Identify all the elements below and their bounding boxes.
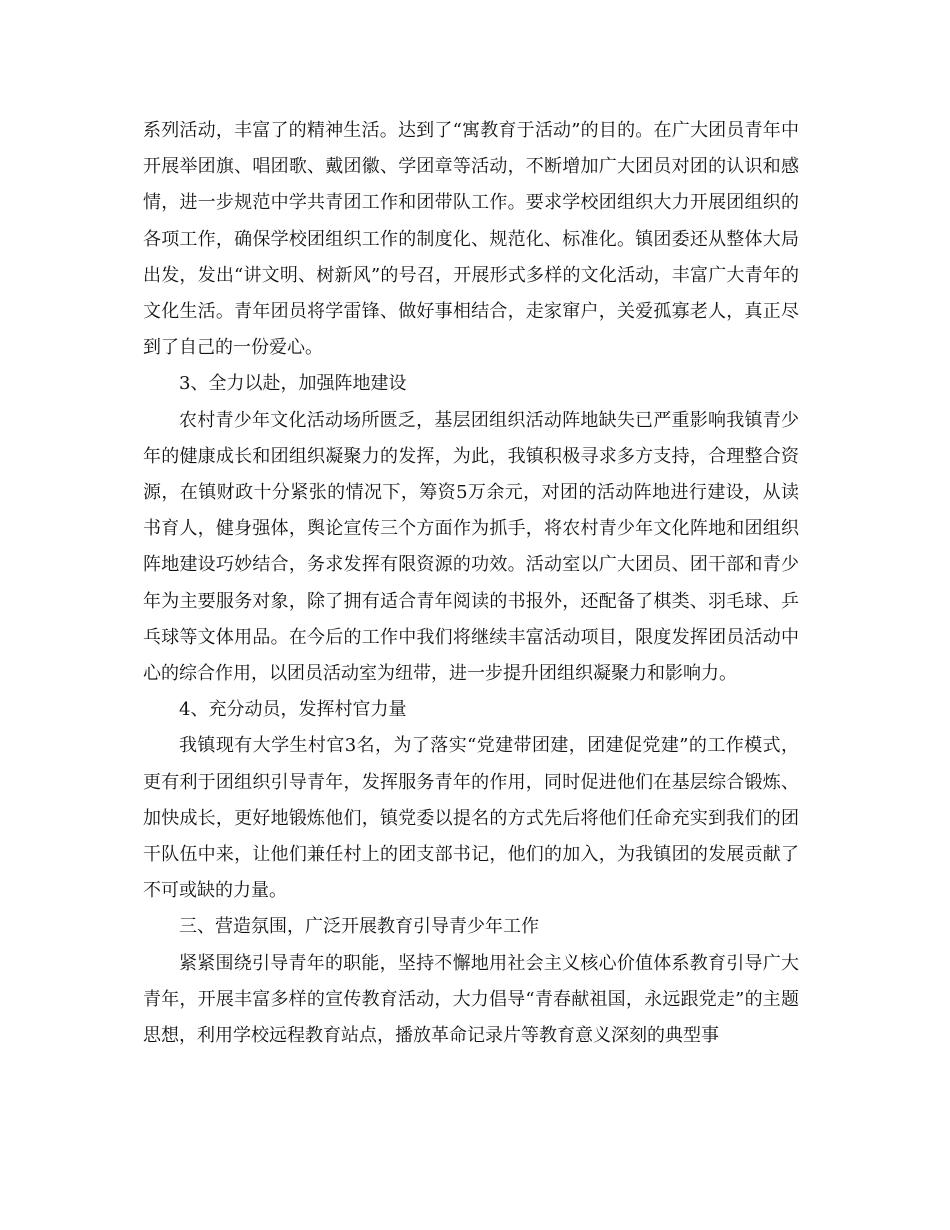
body-paragraph: 紧紧围绕引导青年的职能，坚持不懈地用社会主义核心价值体系教育引导广大青年，开展丰富多样的宣传教育活动，大力倡导“青春献祖国，永远跟党走”的主题思想，利用学校远程教育站点，播放革命记录片等教育意义深刻的典型事 bbox=[143, 952, 799, 1047]
section-heading: 三、营造氛围，广泛开展教育引导青少年工作 bbox=[179, 916, 539, 938]
section-heading: 3、全力以赴，加强阵地建设 bbox=[179, 373, 407, 395]
body-paragraph: 我镇现有大学生村官3名，为了落实“党建带团建，团建促党建”的工作模式，更有利于团组织引导青年，发挥服务青年的作用，同时促进他们在基层综合锻炼、加快成长，更好地锻炼他们，镇党委以提名的方式先后将他们任命充实到我们的团干队伍中来，让他们兼任村上的团支部书记，他们的加入，为我镇团的发展贡献了不可或缺的力量。 bbox=[143, 735, 799, 902]
section-heading: 4、充分动员，发挥村官力量 bbox=[179, 699, 407, 721]
body-paragraph: 系列活动，丰富了的精神生活。达到了“寓教育于活动”的目的。在广大团员青年中开展举团旗、唱团歌、戴团徽、学团章等活动，不断增加广大团员对团的认识和感情，进一步规范中学共青团工作和团带队工作。要求学校团组织大力开展团组织的各项工作，确保学校团组织工作的制度化、规范化、标准化。镇团委还从整体大局出发，发出“讲文明、树新风”的号召，开展形式多样的文化活动，丰富广大青年的文化生活。青年团员将学雷锋、做好事相结合，走家窜户，关爱孤寡老人，真正尽到了自己的一份爱心。 bbox=[143, 120, 799, 359]
document-page bbox=[143, 113, 799, 1054]
body-paragraph: 农村青少年文化活动场所匮乏，基层团组织活动阵地缺失已严重影响我镇青少年的健康成长和团组织凝聚力的发挥，为此，我镇积极寻求多方支持，合理整合资源，在镇财政十分紧张的情况下，筹资5万余元，对团的活动阵地进行建设，从读书育人，健身强体，舆论宣传三个方面作为抓手，将农村青少年文化阵地和团组织阵地建设巧妙结合，务求发挥有限资源的功效。活动室以广大团员、团干部和青少年为主要服务对象，除了拥有适合青年阅读的书报外，还配备了棋类、羽毛球、乒乓球等文体用品。在今后的工作中我们将继续丰富活动项目，限度发挥团员活动中心的综合作用，以团员活动室为纽带，进一步提升团组织凝聚力和影响力。 bbox=[143, 409, 799, 685]
